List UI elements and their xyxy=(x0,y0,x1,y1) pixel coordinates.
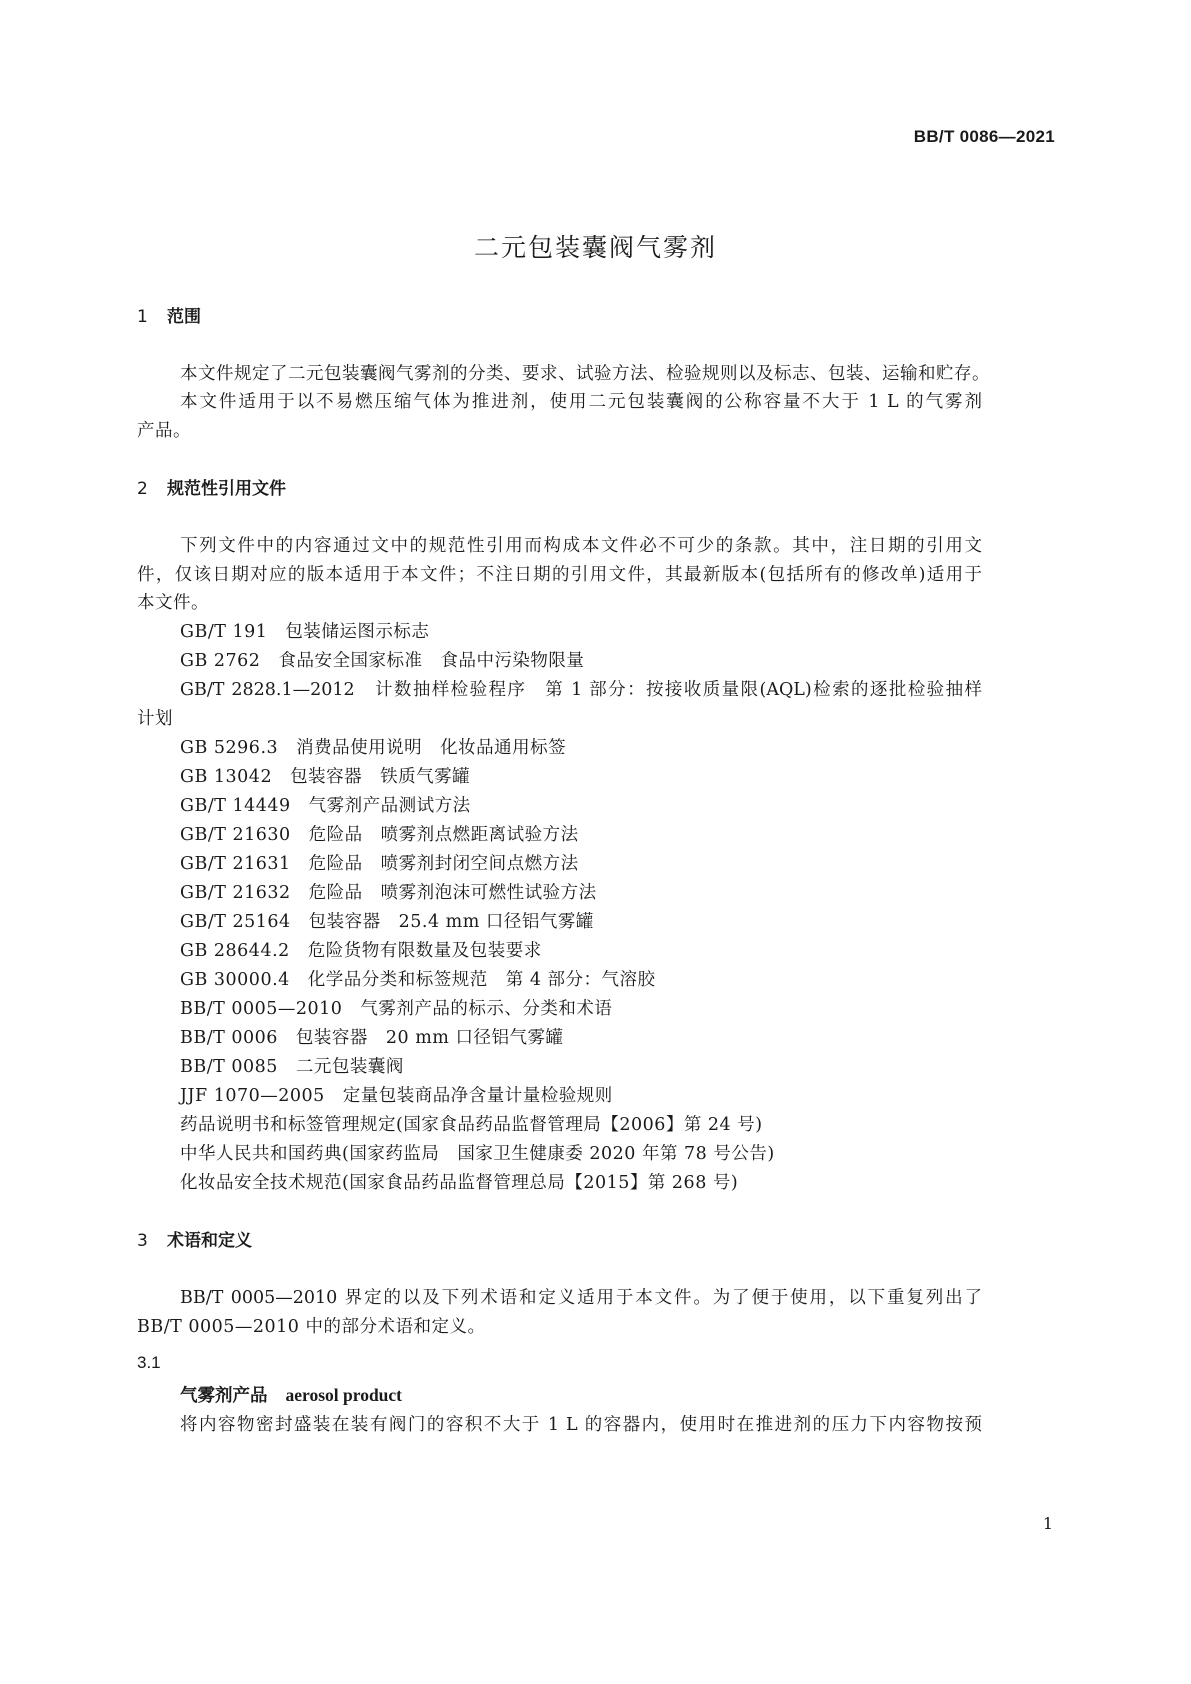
reference-item: GB/T 191 包装储运图示标志 xyxy=(180,622,430,642)
page-number: 1 xyxy=(1042,1514,1053,1533)
term-heading xyxy=(180,1382,402,1407)
reference-item: GB/T 21631 危险品 喷雾剂封闭空间点燃方法 xyxy=(180,854,579,874)
term-chinese: 气雾剂产品 xyxy=(180,1386,268,1406)
paragraph-scope-1: 本文件规定了二元包装囊阀气雾剂的分类、要求、试验方法、检验规则以及标志、包装、运输和贮存。 xyxy=(180,364,990,384)
terms-intro-line-2: BB/T 0005—2010 中的部分术语和定义。 xyxy=(137,1317,486,1337)
reference-item: JJF 1070—2005 定量包装商品净含量计量检验规则 xyxy=(180,1086,613,1106)
reference-item: GB 13042 包装容器 铁质气雾罐 xyxy=(180,767,471,787)
section-number: 1 xyxy=(137,307,148,327)
standard-code: BB/T 0086—2021 xyxy=(913,127,1055,146)
reference-item-cont: 计划 xyxy=(137,709,173,729)
section-2-heading xyxy=(137,474,286,499)
reference-item: GB/T 21630 危险品 喷雾剂点燃距离试验方法 xyxy=(180,825,579,845)
document-title: 二元包装囊阀气雾剂 xyxy=(473,233,717,262)
section-1-heading xyxy=(137,302,201,327)
reference-item: GB/T 2828.1—2012 计数抽样检验程序 第 1 部分：按接收质量限(AQL)检索的逐批检验抽样 xyxy=(180,680,982,700)
reference-item: BB/T 0006 包装容器 20 mm 口径铝气雾罐 xyxy=(180,1028,564,1048)
reference-item: GB/T 21632 危险品 喷雾剂泡沫可燃性试验方法 xyxy=(180,883,597,903)
paragraph-scope-2-cont: 产品。 xyxy=(137,421,191,441)
section-3-heading xyxy=(137,1226,252,1251)
terms-intro-line-1: BB/T 0005—2010 界定的以及下列术语和定义适用于本文件。为了便于使用，以下重复列出了 xyxy=(180,1288,982,1308)
reference-item: 中华人民共和国药典(国家药监局 国家卫生健康委 2020 年第 78 号公告) xyxy=(180,1144,775,1164)
section-title: 规范性引用文件 xyxy=(167,479,286,499)
reference-item: 化妆品安全技术规范(国家食品药品监督管理总局【2015】第 268 号) xyxy=(180,1173,739,1193)
normative-intro-line-1: 下列文件中的内容通过文中的规范性引用而构成本文件必不可少的条款。其中，注日期的引用文 xyxy=(180,536,982,556)
section-title: 范围 xyxy=(167,307,201,327)
section-title: 术语和定义 xyxy=(167,1231,252,1251)
section-number: 2 xyxy=(137,479,148,499)
normative-intro-line-2: 件，仅该日期对应的版本适用于本文件；不注日期的引用文件，其最新版本(包括所有的修改单)适用于 xyxy=(137,565,982,585)
reference-item: GB 5296.3 消费品使用说明 化妆品通用标签 xyxy=(180,738,567,758)
reference-item: 药品说明书和标签管理规定(国家食品药品监督管理局【2006】第 24 号) xyxy=(180,1115,763,1135)
reference-item: GB 28644.2 危险货物有限数量及包装要求 xyxy=(180,941,542,961)
term-number: 3.1 xyxy=(137,1353,161,1372)
reference-item: BB/T 0005—2010 气雾剂产品的标示、分类和术语 xyxy=(180,999,613,1019)
term-english: aerosol product xyxy=(285,1385,403,1405)
paragraph-scope-2: 本文件适用于以不易燃压缩气体为推进剂，使用二元包装囊阀的公称容量不大于 1 L 的气雾剂 xyxy=(180,392,982,412)
section-number: 3 xyxy=(137,1231,148,1251)
reference-item: GB 30000.4 化学品分类和标签规范 第 4 部分：气溶胶 xyxy=(180,970,656,990)
reference-item: GB/T 14449 气雾剂产品测试方法 xyxy=(180,796,471,816)
reference-item: GB 2762 食品安全国家标准 食品中污染物限量 xyxy=(180,651,585,671)
reference-item: GB/T 25164 包装容器 25.4 mm 口径铝气雾罐 xyxy=(180,912,594,932)
normative-intro-line-3: 本文件。 xyxy=(137,593,209,613)
reference-item: BB/T 0085 二元包装囊阀 xyxy=(180,1057,404,1077)
term-definition: 将内容物密封盛装在装有阀门的容积不大于 1 L 的容器内，使用时在推进剂的压力下内容物按预 xyxy=(180,1415,982,1435)
